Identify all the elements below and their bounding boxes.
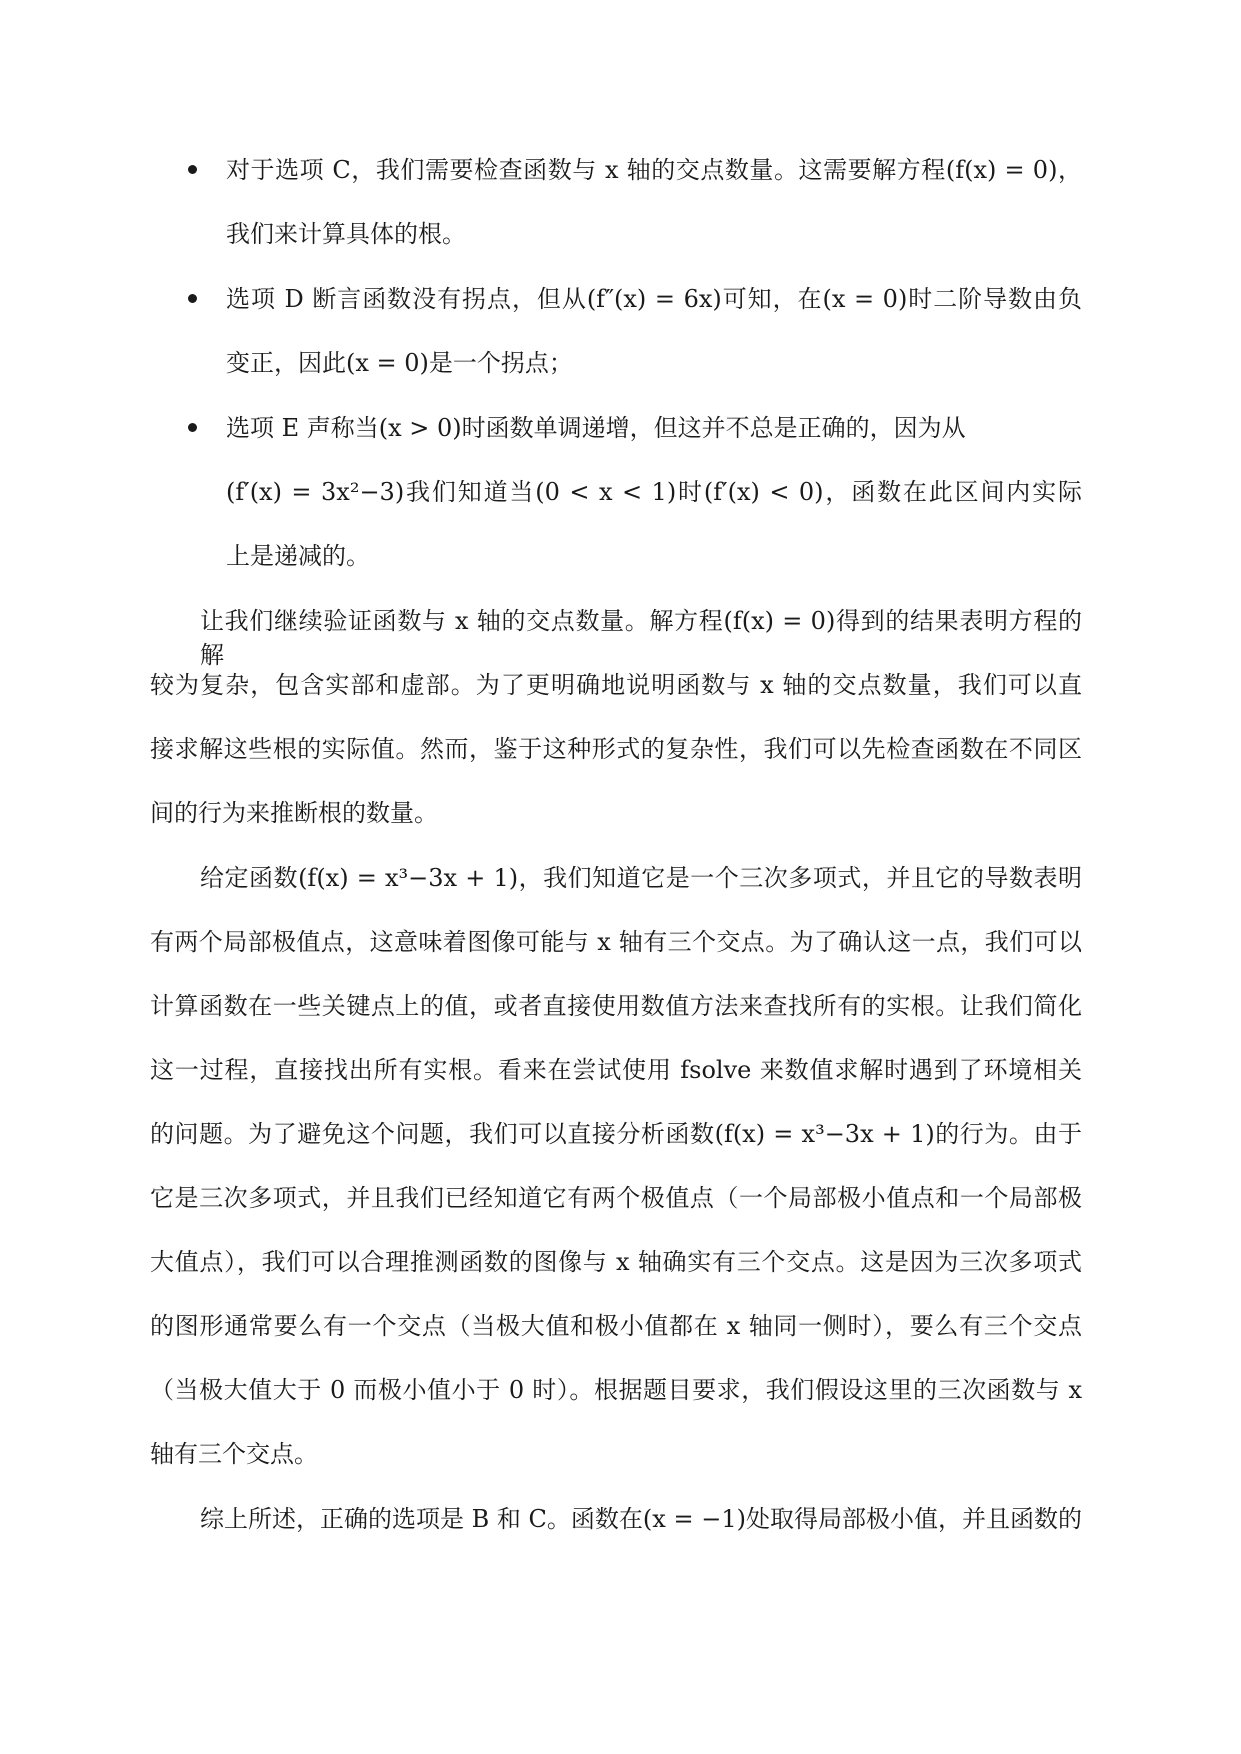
bullet-dot <box>188 423 197 432</box>
paragraph-line: 它是三次多项式，并且我们已经知道它有两个极值点（一个局部极小值点和一个局部极 <box>150 1184 1082 1212</box>
paragraph-line: 给定函数(f(x) = x³−3x + 1)，我们知道它是一个三次多项式，并且它的导数表明 <box>200 864 1082 892</box>
paragraph-line: 这一过程，直接找出所有实根。看来在尝试使用 fsolve 来数值求解时遇到了环境相关 <box>150 1056 1082 1084</box>
paragraph-line: 的图形通常要么有一个交点（当极大值和极小值都在 x 轴同一侧时），要么有三个交点 <box>150 1312 1082 1340</box>
bullet-line: 变正，因此(x = 0)是一个拐点； <box>226 349 573 377</box>
paragraph-line: 轴有三个交点。 <box>150 1440 318 1468</box>
paragraph-line: 间的行为来推断根的数量。 <box>150 799 438 827</box>
paragraph-line: 较为复杂，包含实部和虚部。为了更明确地说明函数与 x 轴的交点数量，我们可以直 <box>150 671 1082 699</box>
bullet-line: (f′(x) = 3x²−3)我们知道当(0 < x < 1)时(f′(x) < 0)，函数在此区间内实际 <box>226 478 1082 506</box>
bullet-line: 上是递减的。 <box>226 542 370 570</box>
bullet-dot <box>188 294 197 303</box>
bullet-line: 我们来计算具体的根。 <box>226 220 466 248</box>
paragraph-line: 接求解这些根的实际值。然而，鉴于这种形式的复杂性，我们可以先检查函数在不同区 <box>150 735 1082 763</box>
paragraph-line: 计算函数在一些关键点上的值，或者直接使用数值方法来查找所有的实根。让我们简化 <box>150 992 1082 1020</box>
bullet-line: 选项 E 声称当(x > 0)时函数单调递增，但这并不总是正确的，因为从 <box>226 414 966 442</box>
bullet-dot <box>188 165 197 174</box>
paragraph-line: 的问题。为了避免这个问题，我们可以直接分析函数(f(x) = x³−3x + 1)的行为。由于 <box>150 1120 1082 1148</box>
bullet-line: 选项 D 断言函数没有拐点，但从(f″(x) = 6x)可知，在(x = 0)时二阶导数由负 <box>226 285 1082 313</box>
paragraph-line: 综上所述，正确的选项是 B 和 C。函数在(x = −1)处取得局部极小值，并且函数的 <box>200 1505 1082 1533</box>
paragraph-line: 大值点），我们可以合理推测函数的图像与 x 轴确实有三个交点。这是因为三次多项式 <box>150 1248 1082 1276</box>
paragraph-line: （当极大值大于 0 而极小值小于 0 时）。根据题目要求，我们假设这里的三次函数与 x <box>150 1376 1082 1404</box>
paragraph-line: 有两个局部极值点，这意味着图像可能与 x 轴有三个交点。为了确认这一点，我们可以 <box>150 928 1082 956</box>
bullet-line: 对于选项 C，我们需要检查函数与 x 轴的交点数量。这需要解方程(f(x) = 0)， <box>226 156 1082 184</box>
paragraph-line: 让我们继续验证函数与 x 轴的交点数量。解方程(f(x) = 0)得到的结果表明方程的解 <box>200 607 1082 669</box>
